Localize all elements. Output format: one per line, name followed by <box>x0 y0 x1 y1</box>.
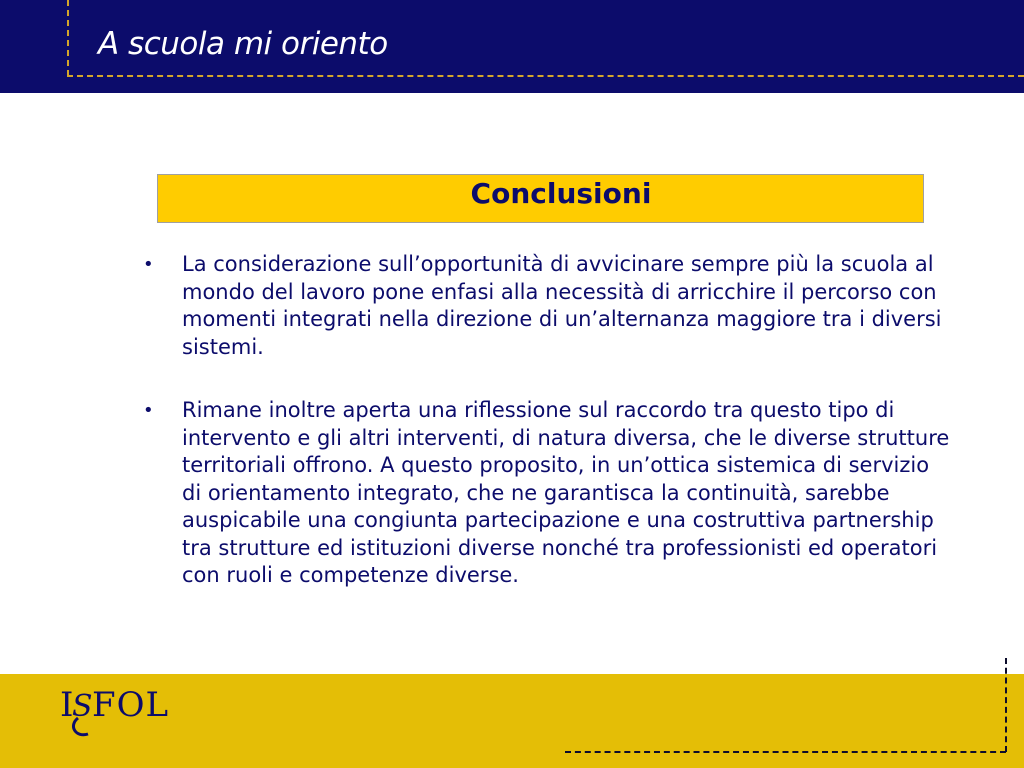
bullet-item <box>140 397 950 590</box>
bullet-dot-icon: • <box>143 254 154 275</box>
bullet-text: Rimane inoltre aperta una riflessione sul raccordo tra questo tipo di intervento e gli altri interventi, di natura diversa, che le diverse strutture territoriali offrono. A questo proposito, in un’ottica sistemica di servizio di orientamento integrato, che ne garantisca la continuità, sarebbe auspicabile una congiunta partecipazione e una costruttiva partnership tra strutture ed istituzioni diverse nonché tra professionisti ed operatori con ruoli e competenze diverse. <box>182 398 950 587</box>
header-dashed-vertical-line <box>67 0 69 76</box>
bullet-item <box>140 251 950 361</box>
bullet-text: La considerazione sull’opportunità di avvicinare sempre più la scuola al mondo del lavoro pone enfasi alla necessità di arricchire il percorso con momenti integrati nella direzione di un’alternanza maggiore tra i diversi sistemi. <box>182 252 942 359</box>
header-dashed-horizontal-line <box>67 75 1024 77</box>
svg-text:FOL: FOL <box>92 685 170 725</box>
footer-dashed-vertical-line <box>1005 658 1007 752</box>
bullet-list <box>140 251 950 626</box>
bullet-dot-icon: • <box>143 400 154 421</box>
slide-heading: Conclusioni <box>470 177 652 210</box>
isfol-logo <box>58 682 178 742</box>
footer-dashed-horizontal-line <box>565 751 1006 753</box>
svg-text:S: S <box>72 689 93 724</box>
presentation-title: A scuola mi oriento <box>98 26 388 62</box>
svg-text:I: I <box>60 685 75 725</box>
